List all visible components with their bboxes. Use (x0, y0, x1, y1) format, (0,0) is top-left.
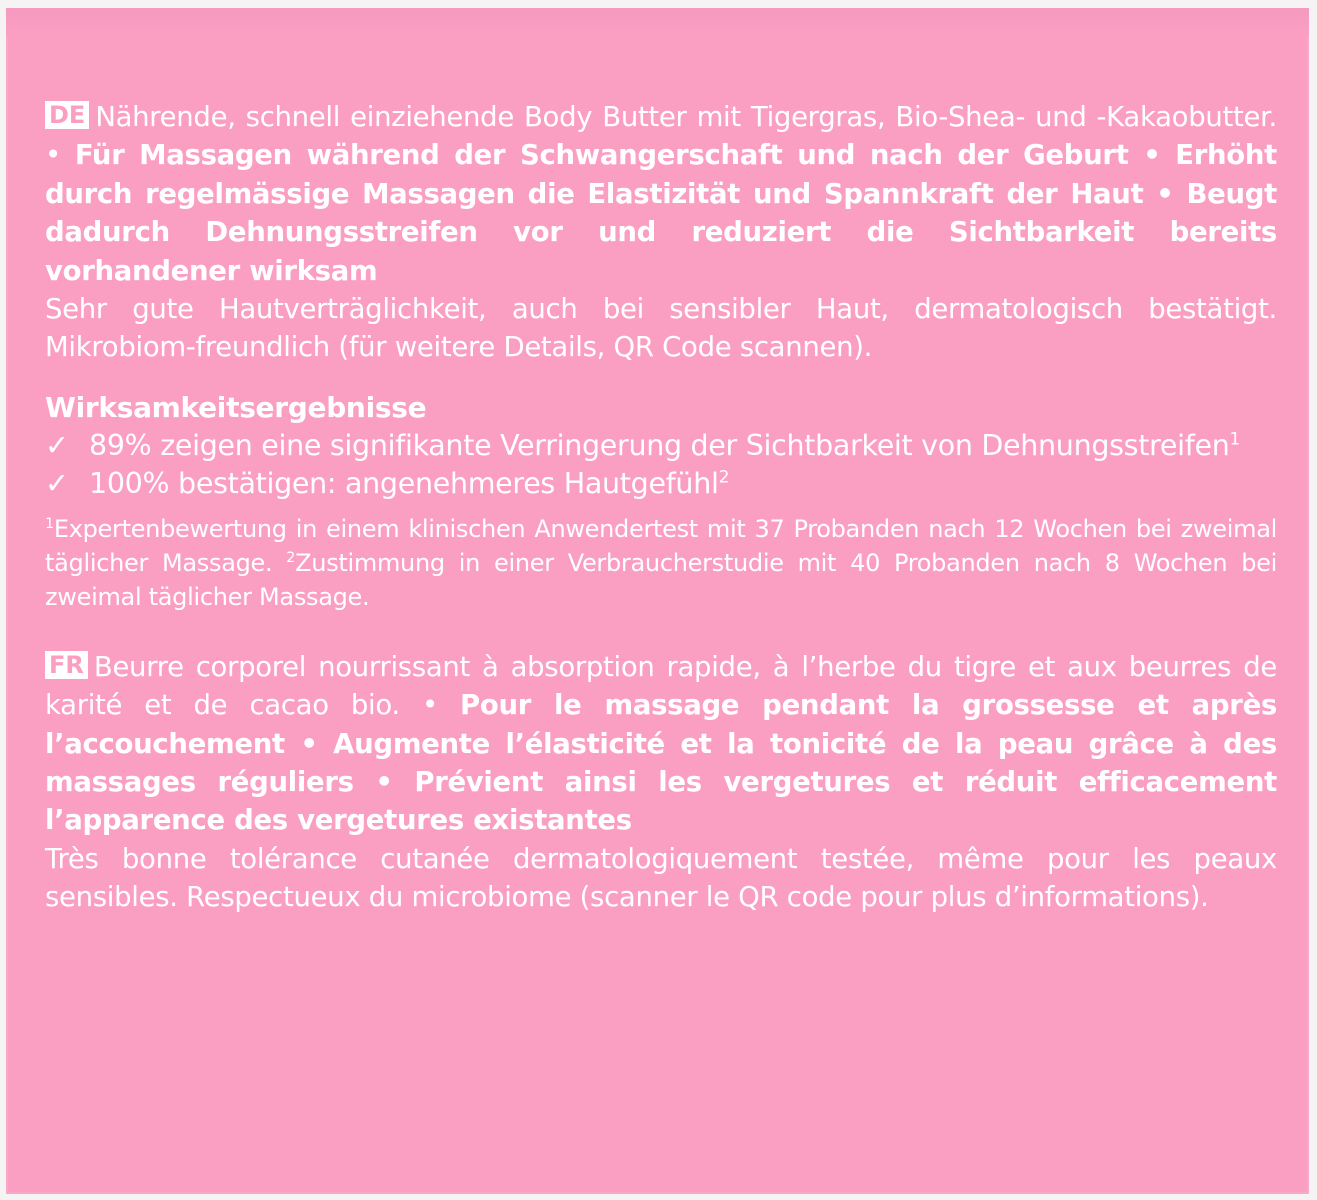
de-result-text (89, 427, 1240, 466)
section-spacer (45, 614, 1277, 648)
fr-description (45, 648, 1277, 840)
de-language-tag: DE (45, 101, 89, 129)
de-result-text (89, 465, 729, 504)
package-panel (6, 8, 1309, 1194)
fr-language-tag: FR (45, 651, 88, 679)
de-footnote-1: Expertenbewertung in einem klinischen Anwendertest mit 37 Probanden nach 12 Wochen bei zweimal täglicher Massage. (45, 514, 1277, 577)
de-claims: Für Massagen während der Schwangerschaft und nach der Geburt • Erhöht durch regelmässige Massagen die Elastizität und Spannkraft der Haut • Beugt dadurch Dehnungsstreifen vor und reduziert die Sichtbarkeit bereits vorhandener wirksam (45, 139, 1277, 287)
de-result-label: 100% bestätigen: angenehmeres Hautgefühl (89, 467, 719, 501)
de-results-heading: Wirksamkeitsergebnisse (45, 390, 427, 424)
de-tolerance: Sehr gute Hautverträglichkeit, auch bei sensibler Haut, dermatologisch bestätigt. Mikrobiom-freundlich (für weitere Details, QR Code scannen). (45, 293, 1277, 364)
check-icon: ✓ (45, 428, 69, 462)
de-intro: Nährende, schnell einziehende Body Butter mit Tigergras, Bio-Shea- und -Kakaobutter. • (45, 101, 1277, 172)
footnote-ref: 1 (1229, 429, 1241, 450)
de-footnotes (45, 512, 1277, 614)
footnote-marker: 1 (45, 515, 54, 532)
fr-claims: Pour le massage pendant la grossesse et après l’accouchement • Augmente l’élasticité et la tonicité de la peau grâce à des massages réguliers • Prévient ainsi les vergetures et réduit efficacement l’apparence des vergetures existantes (45, 689, 1277, 837)
fr-tolerance: Très bonne tolérance cutanée dermatologiquement testée, même pour les peaux sensibles. Respectueux du microbiome (scanner le QR code pour plus d’informations). (45, 842, 1277, 914)
footnote-marker: 2 (286, 549, 296, 566)
de-result-label: 89% zeigen eine signifikante Verringerung der Sichtbarkeit von Dehnungsstreifen (89, 428, 1230, 462)
de-footnote-2: Zustimmung in einer Verbraucherstudie mit 40 Probanden nach 8 Wochen bei zweimal täglicher Massage. (45, 548, 1277, 611)
de-result-item (45, 427, 1277, 466)
de-description (45, 98, 1277, 290)
de-result-item (45, 465, 1277, 504)
footnote-ref: 2 (718, 467, 730, 488)
check-icon: ✓ (45, 467, 69, 501)
text-content (45, 98, 1277, 917)
fr-intro: Beurre corporel nourrissant à absorption rapide, à l’herbe du tigre et aux beurres de karité et de cacao bio. • (45, 650, 1277, 722)
